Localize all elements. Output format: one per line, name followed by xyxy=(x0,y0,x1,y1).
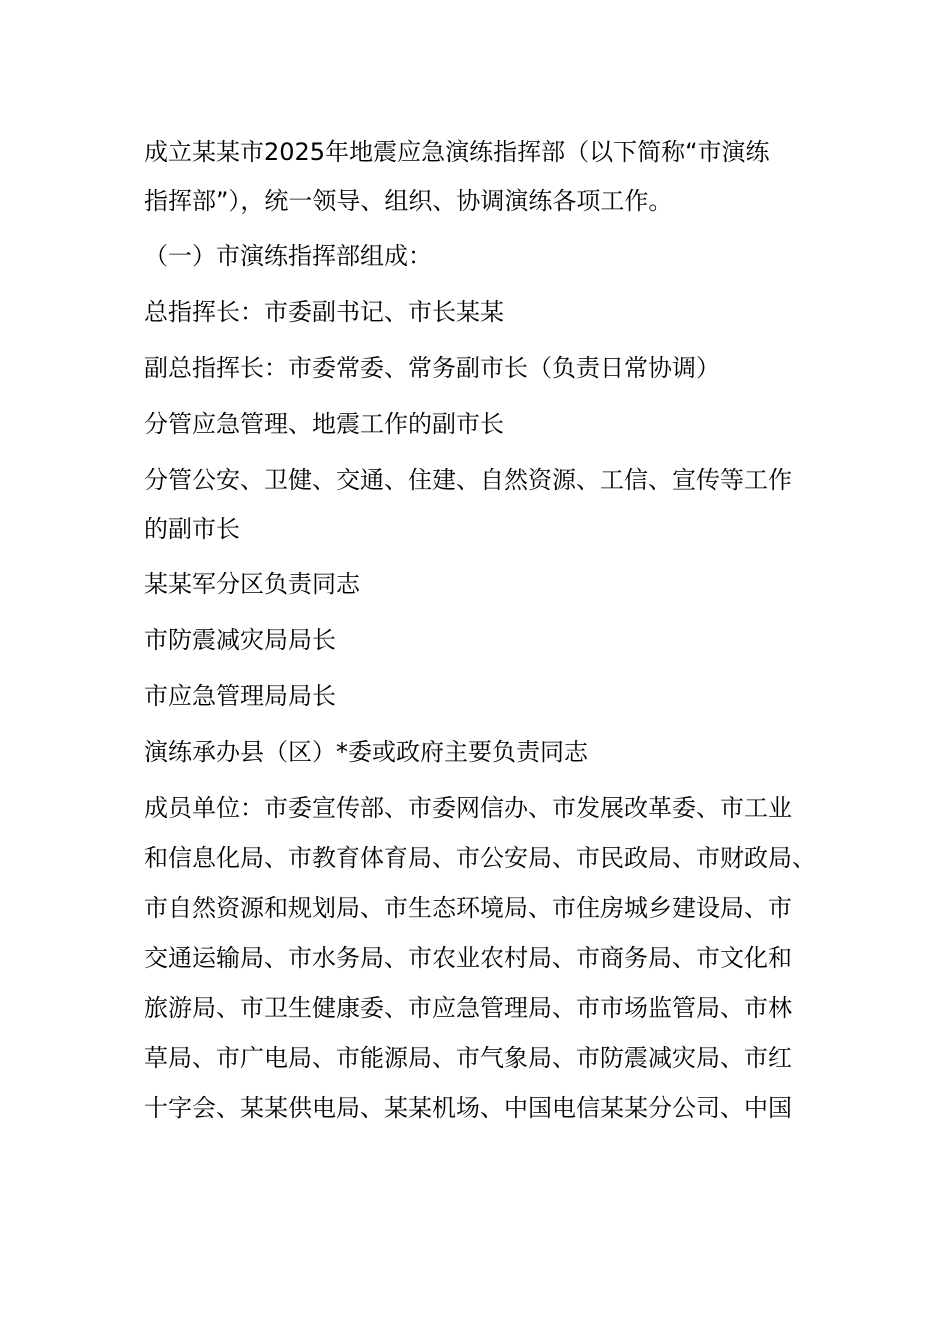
member-line-2-cont: 的副市长 xyxy=(144,515,240,543)
commander-line: 总指挥长：市委副书记、市长某某 xyxy=(144,298,504,326)
member-units-line-1: 成员单位：市委宣传部、市委网信办、市发展改革委、市工业 xyxy=(144,794,792,822)
member-line-1: 分管应急管理、地震工作的副市长 xyxy=(144,410,504,438)
member-line-4: 市防震减灾局局长 xyxy=(144,626,336,654)
section-heading: （一）市演练指挥部组成： xyxy=(144,242,432,270)
member-line-5: 市应急管理局局长 xyxy=(144,682,336,710)
paragraph-line-1: 成立某某市2025年地震应急演练指挥部（以下简称“市演练 xyxy=(144,138,770,166)
member-units-line-2: 和信息化局、市教育体育局、市公安局、市民政局、市财政局、 xyxy=(144,844,816,872)
member-units-line-7: 十字会、某某供电局、某某机场、中国电信某某分公司、中国 xyxy=(144,1094,792,1122)
member-line-6: 演练承办县（区）*委或政府主要负责同志 xyxy=(144,738,588,766)
member-units-line-5: 旅游局、市卫生健康委、市应急管理局、市市场监管局、市林 xyxy=(144,994,792,1022)
member-line-2: 分管公安、卫健、交通、住建、自然资源、工信、宣传等工作 xyxy=(144,466,792,494)
deputy-commander-line: 副总指挥长：市委常委、常务副市长（负责日常协调） xyxy=(144,354,720,382)
member-units-line-3: 市自然资源和规划局、市生态环境局、市住房城乡建设局、市 xyxy=(144,894,792,922)
member-units-line-4: 交通运输局、市水务局、市农业农村局、市商务局、市文化和 xyxy=(144,944,792,972)
member-line-3: 某某军分区负责同志 xyxy=(144,570,360,598)
member-units-line-6: 草局、市广电局、市能源局、市气象局、市防震减灾局、市红 xyxy=(144,1044,792,1072)
paragraph-line-2: 指挥部”），统一领导、组织、协调演练各项工作。 xyxy=(144,187,673,215)
